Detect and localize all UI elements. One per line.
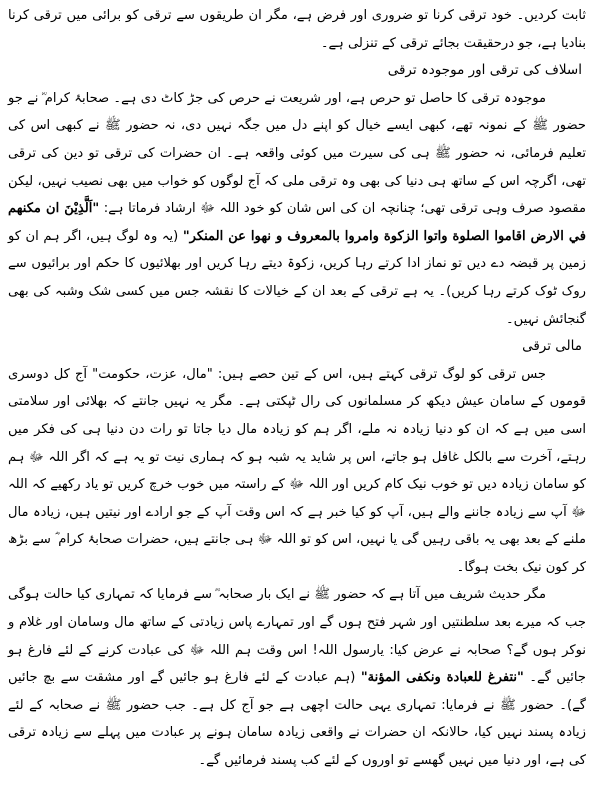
section-heading-progress-comparison: اسلاف کی ترقی اور موجودہ ترقی [387,62,582,79]
paragraph-financial-progress [8,361,586,582]
document-page [8,2,586,775]
paragraph-text-continued: (یہ وہ لوگ ہیں، اگر ہم ان کو زمین پر قبضہ دے دیں تو نماز ادا کرتے رہا کریں، زکوۃ دیتے رہا کریں اور بھلائیوں کا حکم اور برائیوں سے روک ٹوک کرتے رہا کریں)۔ یہ ہے ترقی کے بعد ان کے خیالات کا نقشہ جس میں کسی شک وشبہ کی بھی گنجائش نہیں۔ [8,228,586,327]
arabic-quran-verse: "اَلَّذِيْنَ ان مكنهم في الارض اقاموا الصلوة واتوا الزكوة وامروا بالمعروف و نهوا عن المنكر" [8,201,586,244]
paragraph-text-continued: (ہم عبادت کے لئے فارغ ہو جائیں گے اور مشقت سے بچ جائیں گے)۔ حضور ﷺ نے فرمایا: تمہاری یہی حالت اچھی ہے جو آج کل ہے۔ جب حضور ﷺ نے صحابہ کے لئے زیادہ پسند نہیں کیا، حالانکہ ان حضرات نے واقعی زیادہ سامان ہونے پر عبادت میں پہلے سے زیادہ ترقی کی ہے، اور دنیا میں نہیں گھسے تو اوروں کے لئے کب پسند فرمائیں گے۔ [8,670,586,769]
paragraph-text: ثابت کردیں۔ خود ترقی کرنا تو ضروری اور فرض ہے، مگر ان طریقوں سے ترقی کو برائی میں ترقی کرنا بنادیا ہے، جو درحقیقت بجائے ترقی کے تنزلی ہے۔ [8,8,586,51]
paragraph-opening [8,2,586,57]
paragraph-hadith [8,581,586,774]
paragraph-present-progress [8,85,586,333]
section-heading-financial-progress: مالی ترقی [522,338,582,355]
arabic-hadith-quote: "نتفرغ للعبادة ونكفى المؤنة" [360,670,524,686]
paragraph-text: جس ترقی کو لوگ ترقی کہتے ہیں، اس کے تین حصے ہیں: "مال، عزت، حکومت" آج کل دوسری قوموں کے سامان عیش دیکھ کر مسلمانوں کی رال ٹپکتی ہے۔ مگر یہ نہیں جانتے کہ بھلائی اور سلامتی اسی میں ہے کہ ان کو دنیا زیادہ نہ ملے، اگر ہم کو زیادہ مال دیا جاتا تو رات دن دنیا ہی کی فکر میں رہتے، آخرت سے بالکل غافل ہو جاتے، اس پر شاید یہ شبہ ہو کہ ہماری نیت تو یہ ہے کہ اگر اللہ ﷻ ہم کو سامان زیادہ دیں تو خوب نیک کام کریں اور اللہ ﷻ کے راستہ میں خوب خرچ کریں تو یاد رکھیے کہ اللہ ﷻ آپ سے زیادہ جاننے والے ہیں، آپ کو کیا خبر ہے کہ اس وقت آپ کے جو ارادے اور نیتیں ہیں، زیادہ مال ملنے کے بعد بھی یہ باقی رہیں گی یا نہیں، اس کو تو اللہ ﷻ ہی جانتے ہیں، حضرات صحابۂ کرام ؓ سے بڑھ کر کون نیک بخت ہوگا۔ [8,366,586,575]
paragraph-text: موجودہ ترقی کا حاصل تو حرص ہے، اور شریعت نے حرص کی جڑ کاٹ دی ہے۔ صحابۂ کرام ؓ نے جو حضور ﷺ کے نمونہ تھے، کبھی ایسے خیال کو اپنے دل میں جگہ نہیں دی، نہ حضور ﷺ نے کبھی اس کی تعلیم فرمائی، نہ حضور ﷺ ہی کی سیرت میں کوئی واقعہ ہے۔ ان حضرات کی ترقی تو دین کی ترقی تھی، اگرچہ اس کے ساتھ ہی دنیا کی بھی وہ ترقی ملی کہ آج لوگوں کو خواب میں بھی نصیب نہیں، لیکن مقصود صرف وہی ترقی تھی؛ چنانچہ ان کی اس شان کو خود اللہ ﷻ ارشاد فرماتا ہے: [8,90,587,217]
paragraph-text: مگر حدیث شریف میں آتا ہے کہ حضور ﷺ نے ایک بار صحابہ ؓ سے فرمایا کہ تمہاری کیا حالت ہوگی جب کہ میرے بعد سلطنتیں اور شہر فتح ہوں گے اور تمہارے پاس زیادتی کے ساتھ مال وسامان اور غلام و نوکر ہوں گے؟ صحابہ نے عرض کیا: یارسول اللہ! اس وقت ہم اللہ ﷻ کی عبادت کرنے کے لئے فارغ ہو جائیں گے۔ [8,587,586,686]
